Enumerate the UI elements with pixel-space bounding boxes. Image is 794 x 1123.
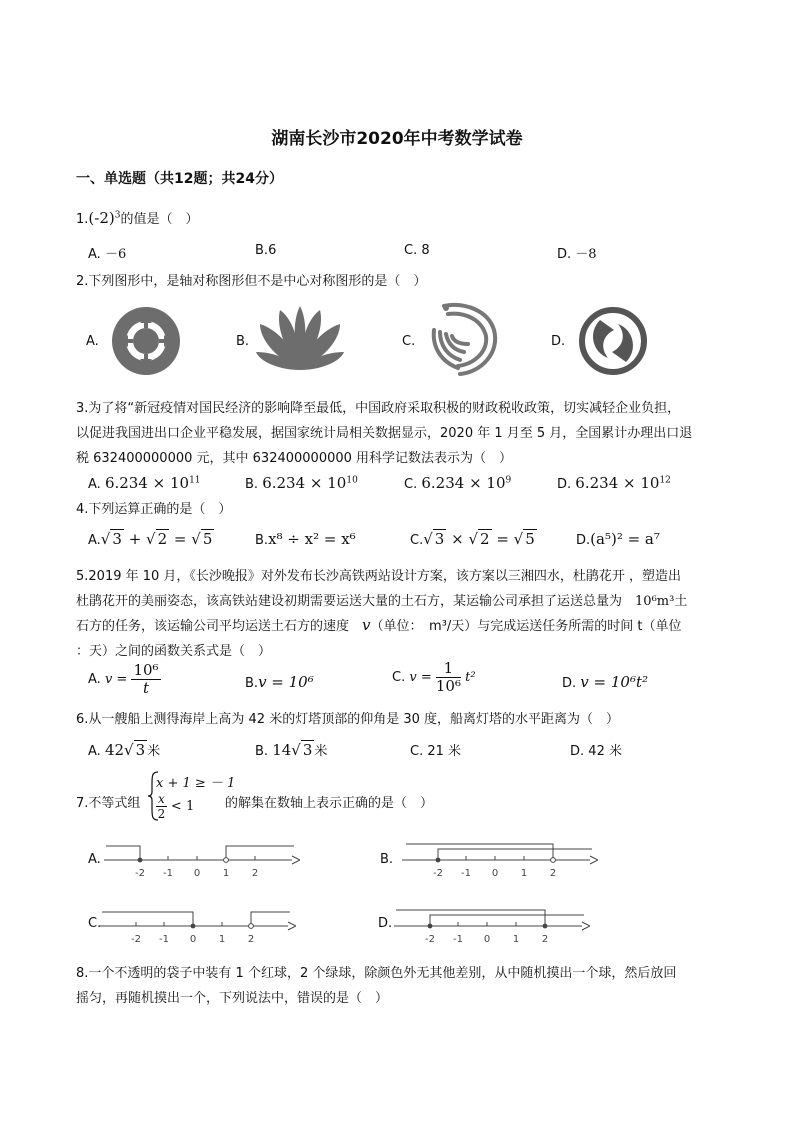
svg-text:2: 2	[247, 934, 255, 945]
question-1	[76, 208, 198, 227]
q7-number-line-b[interactable]	[402, 838, 598, 884]
q7-number-line-a[interactable]	[104, 838, 300, 884]
q7-number-line-c[interactable]	[100, 904, 296, 950]
q1-number: 1.	[76, 212, 89, 227]
question-6: 6.从一艘船上测得海岸上高为 42 米的灯塔顶部的仰角是 30 度，船离灯塔的水平距离为（ ）	[76, 712, 620, 727]
q3-option-d[interactable]: D. $6.234 \times 10^{12}$	[557, 474, 671, 492]
question-4: 4.下列运算正确的是（ ）	[76, 502, 232, 517]
q2-option-c-label[interactable]: C.	[402, 334, 416, 349]
question-2: 2.下列图形中，是轴对称图形但不是中心对称图形的是（ ）	[76, 274, 427, 289]
svg-text:2: 2	[549, 868, 557, 879]
q4-option-b[interactable]: B.x⁸ ÷ x² = x⁶	[255, 530, 356, 548]
q5-option-d[interactable]: D. v = 10⁶t²	[562, 673, 649, 691]
svg-text:0: 0	[483, 934, 491, 945]
q5-option-a[interactable]: A. v = $\frac{\text{10⁶}}{t}$	[88, 661, 159, 697]
svg-text:-2: -2	[433, 868, 443, 879]
q7-number-line-d[interactable]	[394, 904, 590, 950]
q7-inequality-1: x + 1 ≥ － 1	[156, 776, 236, 791]
exam-title: 湖南长沙市2020年中考数学试卷	[271, 129, 523, 149]
q3-line-2: 以促进我国进出口企业平稳发展，据国家统计局相关数据显示，2020 年 1 月至 5 月，全国累计办理出口退	[76, 426, 693, 441]
q3-line-3: 税 632400000000 元，其中 632400000000 用科学记数法表示为（ ）	[76, 451, 513, 466]
svg-text:2: 2	[251, 868, 259, 879]
q5-option-c[interactable]: C. v = $\frac{1}{\text{10⁶}}$ t²	[392, 659, 476, 695]
section-heading: 一、单选题（共12题；共24分）	[76, 171, 283, 187]
q7-option-d-label[interactable]: D.	[378, 916, 393, 931]
q8-line-2: 摇匀，再随机摸出一个，下列说法中，错误的是（ ）	[76, 991, 389, 1006]
svg-text:-2: -2	[135, 868, 145, 879]
svg-text:-1: -1	[163, 868, 173, 879]
q6-option-a[interactable]: A. 42√ 3 米	[88, 741, 161, 759]
q7-option-c-label[interactable]: C.	[88, 916, 102, 931]
svg-text:0: 0	[491, 868, 499, 879]
q5-option-b[interactable]: B.v = 10⁶	[245, 673, 314, 691]
svg-text:-2: -2	[425, 934, 435, 945]
svg-text:2: 2	[541, 934, 549, 945]
q1-option-c[interactable]: C. 8	[404, 243, 430, 258]
q2-option-d-label[interactable]: D.	[551, 334, 566, 349]
svg-text:-1: -1	[453, 934, 463, 945]
q5-line-1: 5.2019 年 10 月，《长沙晚报》对外发布长沙高铁两站设计方案，该方案以三湘四水，杜鹃花开 ，塑造出	[76, 569, 682, 584]
q7-prefix: 7.不等式组	[76, 796, 141, 811]
q5-line-3: 石方的任务，该运输公司平均运送土石方的速度 v（单位： m³/天）与完成运送任务所需的时间 t（单位	[76, 616, 682, 634]
q5-line-4: ：天）之间的函数关系式是（ ）	[76, 644, 272, 659]
q1-option-a[interactable]: A. －6	[88, 247, 127, 262]
q1-option-d[interactable]: D. －8	[557, 247, 597, 262]
q1-text: 的值是（ ）	[120, 212, 199, 227]
svg-text:0: 0	[193, 868, 201, 879]
q8-line-1: 8.一个不透明的袋子中装有 1 个红球，2 个绿球，除颜色外无其他差别，从中随机摸出一个球，然后放回	[76, 966, 677, 981]
q1-base: (-2)	[88, 209, 115, 227]
q4-option-c[interactable]: C.√ 3 × √ 2 = √ 5	[410, 530, 535, 548]
q2-figure-a-icon[interactable]	[108, 303, 184, 379]
q7-inequality-2: $\frac{x}{2}$ < 1	[157, 792, 195, 821]
q3-option-c[interactable]: C. $6.234 \times 10^9$	[404, 474, 512, 492]
svg-text:1: 1	[218, 934, 226, 945]
q7-option-a-label[interactable]: A.	[88, 852, 101, 867]
q6-option-d[interactable]: D. 42 米	[570, 744, 622, 759]
q1-exponent: 3	[114, 210, 121, 221]
q6-option-b[interactable]: B. 14√ 3 米	[255, 741, 328, 759]
svg-text:1: 1	[222, 868, 230, 879]
q5-line-2: 杜鹃花开的美丽姿态，该高铁站建设初期需要运送大量的土石方，某运输公司承担了运送总量为 10⁶m³土	[76, 594, 688, 609]
q2-option-b-label[interactable]: B.	[236, 334, 250, 349]
q2-option-a-label[interactable]: A.	[86, 334, 99, 349]
svg-text:1: 1	[512, 934, 520, 945]
svg-text:-1: -1	[159, 934, 169, 945]
q4-option-a[interactable]: A.√ 3 + √ 2 = √ 5	[88, 530, 213, 548]
q2-figure-c-phoenix-icon[interactable]	[424, 300, 504, 380]
q3-option-b[interactable]: B. $6.234 \times 10^{10}$	[245, 474, 358, 492]
svg-text:-2: -2	[131, 934, 141, 945]
q7-option-b-label[interactable]: B.	[380, 852, 394, 867]
svg-text:1: 1	[520, 868, 528, 879]
q3-line-1: 3.为了将“新冠疫情对国民经济的影响降至最低，中国政府采取积极的财政税收政策，切实减轻企业负担，	[76, 401, 681, 416]
svg-text:0: 0	[189, 934, 197, 945]
q7-suffix: 的解集在数轴上表示正确的是（ ）	[225, 796, 434, 811]
q1-option-b[interactable]: B.6	[255, 243, 277, 258]
q3-option-a[interactable]: A. $6.234 \times 10^{11}$	[88, 474, 201, 492]
q4-option-d[interactable]: D.(a⁵)² = a⁷	[576, 530, 660, 548]
svg-text:-1: -1	[461, 868, 471, 879]
q6-option-c[interactable]: C. 21 米	[410, 744, 462, 759]
q2-figure-d-logo-icon[interactable]	[578, 306, 648, 376]
q2-figure-b-huawei-icon[interactable]	[254, 304, 346, 374]
